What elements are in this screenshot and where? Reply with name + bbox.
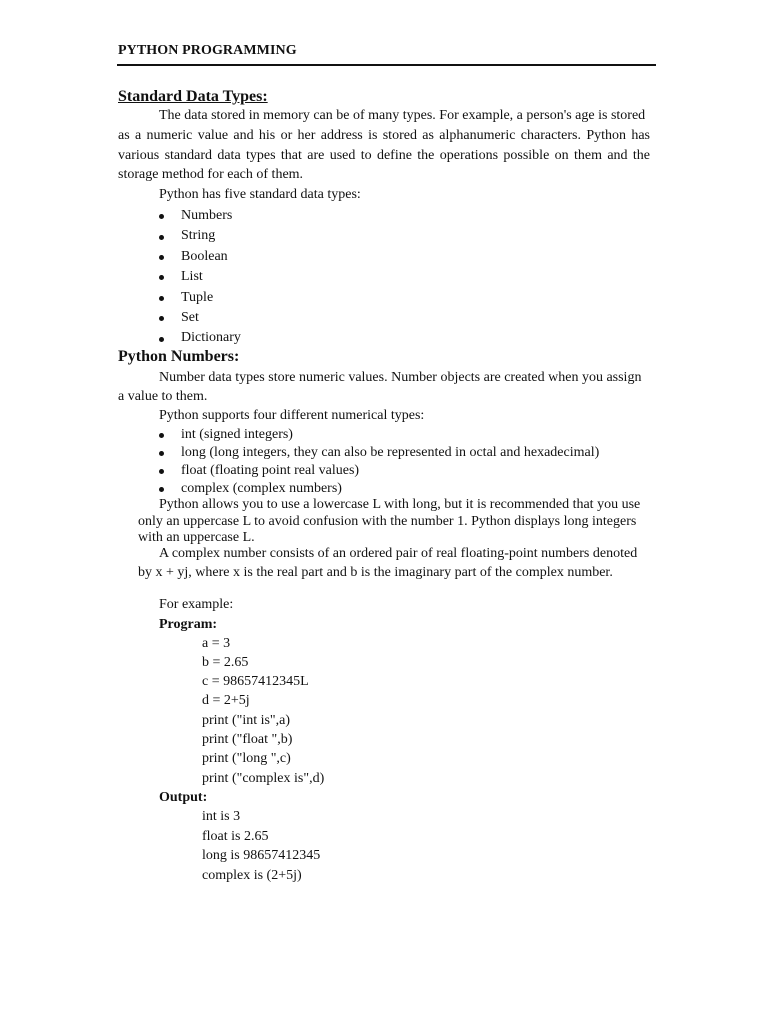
- list-item: float (floating point real values): [159, 462, 599, 480]
- list-item: String: [159, 226, 241, 246]
- list-item: complex (complex numbers): [159, 480, 599, 498]
- output-line: float is 2.65: [202, 829, 269, 844]
- running-header: PYTHON PROGRAMMING: [118, 43, 297, 58]
- list-item: Set: [159, 308, 241, 328]
- code-line: a = 3: [202, 636, 231, 651]
- numbers-intro-line-2: a value to them.: [118, 389, 208, 404]
- five-types-intro: Python has five standard data types:: [159, 187, 361, 202]
- complex-note-line-1: A complex number consists of an ordered pair of real floating-point numbers denoted: [159, 546, 638, 561]
- output-line: complex is (2+5j): [202, 868, 302, 883]
- intro-line-3: various standard data types that are used to define the operations possible on them and the: [118, 148, 650, 163]
- standard-types-list: [159, 206, 241, 349]
- code-line: b = 2.65: [202, 655, 249, 670]
- long-note-line-2: only an uppercase L to avoid confusion with the number 1. Python displays long integers: [138, 514, 637, 529]
- list-item: long (long integers, they can also be represented in octal and hexadecimal): [159, 444, 599, 462]
- output-line: int is 3: [202, 809, 241, 824]
- list-item: Numbers: [159, 206, 241, 226]
- output-line: long is 98657412345: [202, 848, 321, 863]
- intro-line-1: The data stored in memory can be of many types. For example, a person's age is stored: [159, 108, 646, 123]
- numeric-types-list: [159, 426, 599, 498]
- list-item: int (signed integers): [159, 426, 599, 444]
- standard-data-types-heading: Standard Data Types:: [118, 88, 268, 105]
- code-line: print ("long ",c): [202, 751, 291, 766]
- header-rule: [117, 64, 656, 66]
- list-item: List: [159, 267, 241, 287]
- python-numbers-heading: Python Numbers:: [118, 348, 240, 365]
- complex-note-line-2: by x + yj, where x is the real part and b is the imaginary part of the complex number.: [138, 565, 613, 580]
- program-label: Program:: [159, 617, 218, 632]
- intro-line-2: as a numeric value and his or her address is stored as alphanumeric characters. Python has: [118, 128, 650, 143]
- for-example-label: For example:: [159, 597, 234, 612]
- list-item: Dictionary: [159, 328, 241, 348]
- output-label: Output:: [159, 790, 208, 805]
- code-line: print ("float ",b): [202, 732, 293, 747]
- code-line: d = 2+5j: [202, 693, 250, 708]
- code-line: print ("complex is",d): [202, 771, 325, 786]
- long-note-line-1: Python allows you to use a lowercase L with long, but it is recommended that you use: [159, 497, 641, 512]
- list-item: Boolean: [159, 247, 241, 267]
- list-item: Tuple: [159, 288, 241, 308]
- code-line: c = 98657412345L: [202, 674, 309, 689]
- intro-line-4: storage method for each of them.: [118, 167, 304, 182]
- code-line: print ("int is",a): [202, 713, 291, 728]
- numbers-supports-intro: Python supports four different numerical types:: [159, 408, 425, 423]
- long-note-line-3: with an uppercase L.: [138, 530, 255, 545]
- numbers-intro-line-1: Number data types store numeric values. Number objects are created when you assign: [159, 370, 642, 385]
